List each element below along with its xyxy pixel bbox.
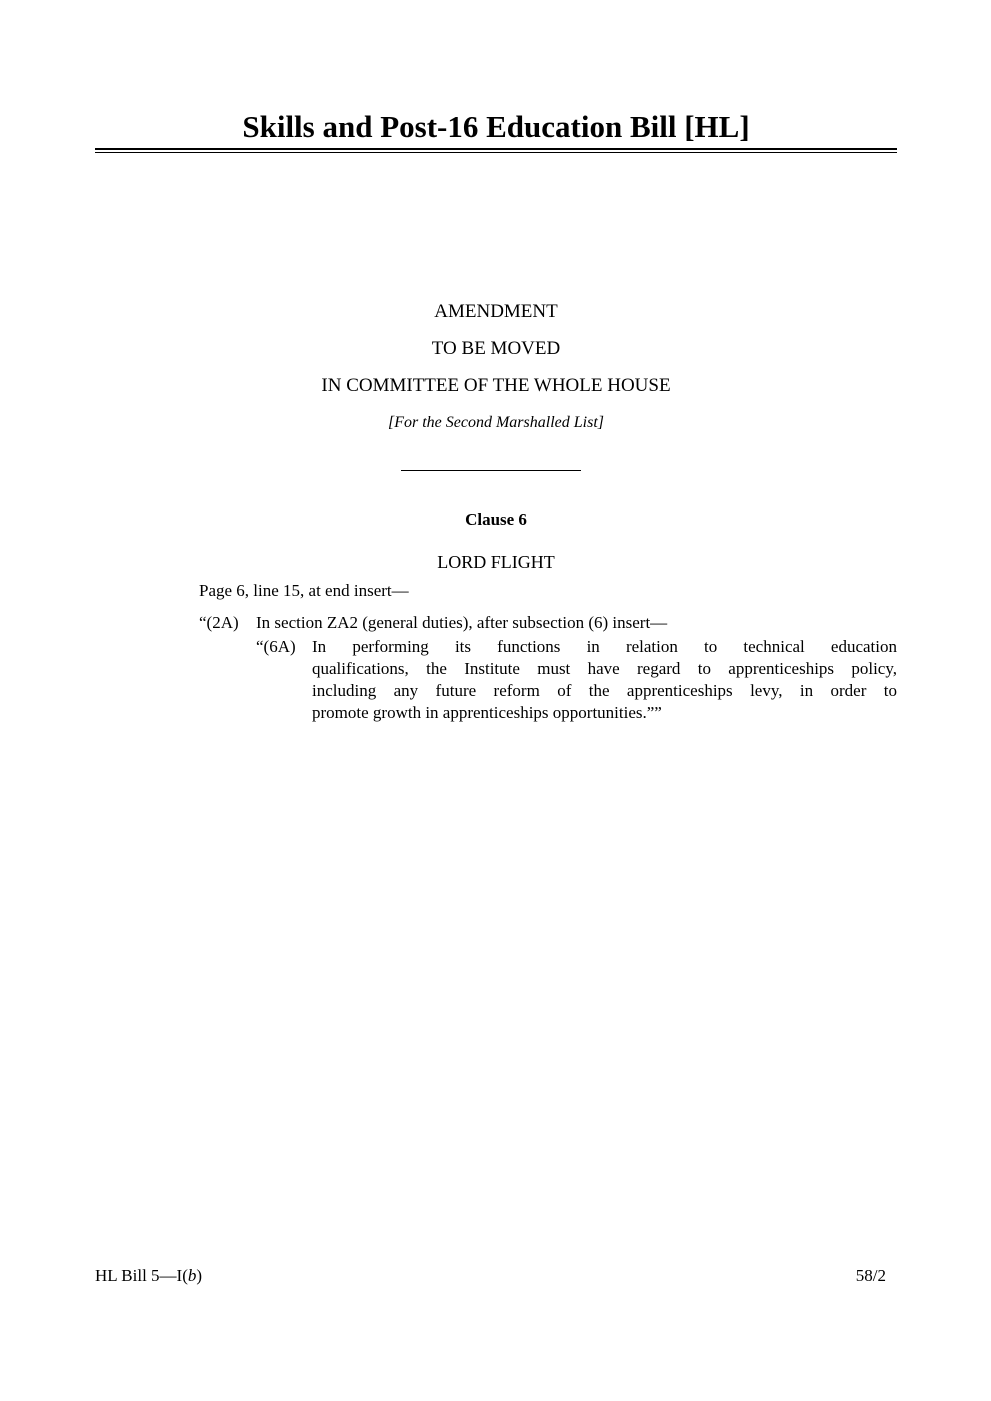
paragraph-text: In section ZA2 (general duties), after subsection (6) insert— (256, 613, 668, 632)
subsection-label: “(6A) (256, 637, 296, 656)
page-reference: 58/2 (855, 1266, 886, 1285)
notice-committee: IN COMMITTEE OF THE WHOLE HOUSE (321, 375, 671, 396)
subsection-line: promote growth in apprenticeships opportunities.”” (312, 703, 662, 722)
mover-name: LORD FLIGHT (437, 552, 555, 572)
subsection-line: qualifications, the Institute must have regard to apprenticeships policy, (312, 659, 897, 678)
subsection-text (312, 636, 897, 724)
subsection-line: In performing its functions in relation to technical education (312, 637, 897, 656)
section-divider (401, 470, 581, 471)
marshalled-list-note: [For the Second Marshalled List] (388, 414, 604, 431)
subsection-line: including any future reform of the apprenticeships levy, in order to (312, 681, 897, 700)
bill-reference-prefix: HL Bill 5—I( (95, 1266, 188, 1285)
notice-to-be-moved: TO BE MOVED (431, 338, 561, 359)
title-rule-thin (95, 152, 897, 153)
title-rule-thick (95, 148, 897, 150)
notice-amendment: AMENDMENT (434, 301, 558, 322)
bill-reference-suffix: ) (196, 1266, 203, 1285)
paragraph-label: “(2A) (199, 613, 239, 632)
bill-title: Skills and Post-16 Education Bill [HL] (242, 109, 750, 144)
clause-heading: Clause 6 (465, 510, 527, 529)
bill-reference-italic: b (187, 1266, 197, 1285)
bill-reference (95, 1265, 202, 1287)
amendment-instruction: Page 6, line 15, at end insert— (199, 581, 409, 600)
